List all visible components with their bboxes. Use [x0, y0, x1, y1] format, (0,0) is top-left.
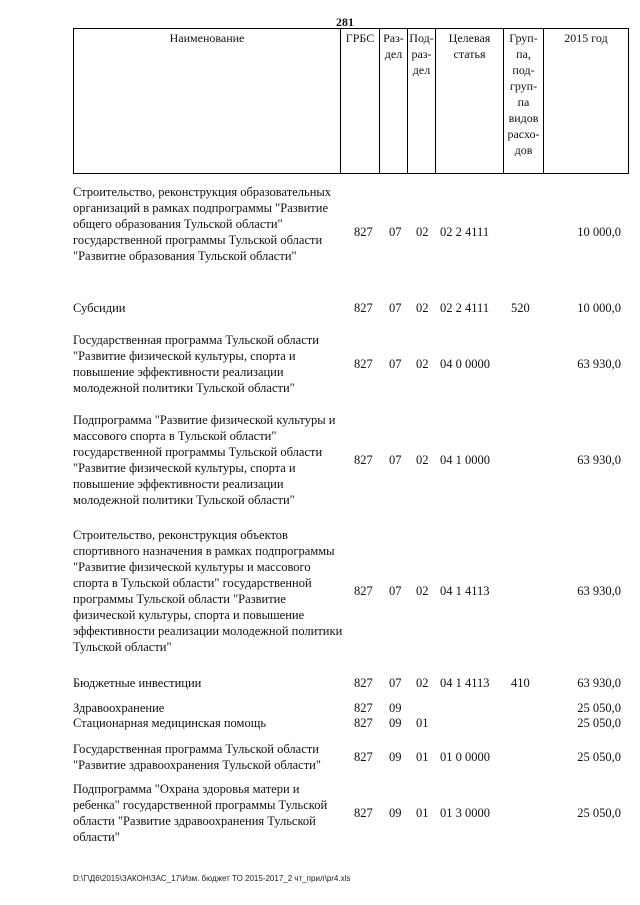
row-grbs: 827	[354, 750, 373, 764]
row-gruppa: 410	[511, 676, 530, 690]
row-celevaya: 04 0 0000	[440, 357, 490, 371]
header-podrazdel: Под- раз- дел	[408, 29, 436, 174]
row-name: Строительство, реконструкция образовательных организаций в рамках подпрограммы "Развитие общего образования Тульской области" государственной программы Тульской области "Развитие образования Тульской области"	[73, 185, 332, 263]
row-razdel: 07	[389, 676, 402, 690]
header-gruppa-vidov-raskhodov: Груп- па, под- груп- па видов расхо- дов	[504, 29, 544, 174]
row-podrazdel: 02	[416, 676, 429, 690]
row-podrazdel: 02	[416, 301, 429, 315]
row-razdel: 09	[389, 701, 402, 715]
row-name: Стационарная медицинская помощь	[73, 716, 267, 730]
row-grbs: 827	[354, 716, 373, 730]
row-sum: 10 000,0	[577, 301, 621, 315]
row-name: Подпрограмма "Охрана здоровья матери и ребенка" государственной программы Тульской области "Развитие здравоохранения Тульской области"	[73, 782, 328, 844]
row-razdel: 09	[389, 716, 402, 730]
row-celevaya: 01 3 0000	[440, 806, 490, 820]
row-sum: 63 930,0	[577, 584, 621, 598]
row-grbs: 827	[354, 701, 373, 715]
row-sum: 25 050,0	[577, 701, 621, 715]
row-podrazdel: 01	[416, 750, 429, 764]
row-grbs: 827	[354, 301, 373, 315]
row-grbs: 827	[354, 676, 373, 690]
row-name: Подпрограмма "Развитие физической культуры и массового спорта в Тульской области" государственной программы Тульской области "Развитие физической культуры, спорта и повышение эффективности реализации молодежной политики Тульской области"	[73, 413, 336, 507]
row-name: Субсидии	[73, 301, 126, 315]
row-sum: 25 050,0	[577, 750, 621, 764]
row-podrazdel: 02	[416, 357, 429, 371]
row-razdel: 07	[389, 453, 402, 467]
row-name: Строительство, реконструкция объектов спортивного назначения в рамках подпрограммы "Развитие физической культуры и массового спорта в Тульской области" государственной программы Тульской области "Развитие физической культуры, спорта и повышение эффективности реализации молодежной политики Тульской области"	[73, 528, 343, 654]
header-grbs: ГРБС	[341, 29, 380, 174]
header-razdel: Раз- дел	[380, 29, 408, 174]
row-celevaya: 01 0 0000	[440, 750, 490, 764]
row-name: Государственная программа Тульской области "Развитие здравоохранения Тульской области"	[73, 742, 321, 772]
row-podrazdel: 01	[416, 716, 429, 730]
header-celevaya-statya: Целевая статья	[436, 29, 504, 174]
row-celevaya: 04 1 4113	[440, 584, 490, 598]
row-sum: 10 000,0	[577, 225, 621, 239]
row-sum: 63 930,0	[577, 453, 621, 467]
row-name: Государственная программа Тульской области "Развитие физической культуры, спорта и повышение эффективности реализации молодежной политики Тульской области"	[73, 333, 319, 395]
row-name: Здравоохранение	[73, 701, 165, 715]
row-celevaya: 02 2 4111	[440, 301, 490, 315]
header-name: Наименование	[74, 29, 341, 174]
row-podrazdel: 02	[416, 225, 429, 239]
row-razdel: 07	[389, 584, 402, 598]
row-grbs: 827	[354, 357, 373, 371]
row-razdel: 09	[389, 806, 402, 820]
row-celevaya: 04 1 4113	[440, 676, 490, 690]
page-number: 281	[336, 15, 354, 29]
row-grbs: 827	[354, 584, 373, 598]
row-sum: 63 930,0	[577, 357, 621, 371]
row-podrazdel: 02	[416, 453, 429, 467]
row-podrazdel: 01	[416, 806, 429, 820]
row-celevaya: 02 2 4111	[440, 225, 490, 239]
row-celevaya: 04 1 0000	[440, 453, 490, 467]
row-razdel: 07	[389, 357, 402, 371]
row-sum: 63 930,0	[577, 676, 621, 690]
footer-file-path: D:\Г\Д6\2015\ЗАКОН\ЗАС_17\Изм. бюджет ТО 2015-2017_2 чт_прил\pr4.xls	[73, 874, 351, 883]
row-sum: 25 050,0	[577, 716, 621, 730]
row-grbs: 827	[354, 806, 373, 820]
row-grbs: 827	[354, 453, 373, 467]
row-razdel: 09	[389, 750, 402, 764]
row-name: Бюджетные инвестиции	[73, 676, 202, 690]
header-year: 2015 год	[544, 29, 629, 174]
row-sum: 25 050,0	[577, 806, 621, 820]
row-grbs: 827	[354, 225, 373, 239]
row-gruppa: 520	[511, 301, 530, 315]
row-razdel: 07	[389, 225, 402, 239]
row-podrazdel: 02	[416, 584, 429, 598]
table-header	[73, 28, 629, 174]
row-razdel: 07	[389, 301, 402, 315]
